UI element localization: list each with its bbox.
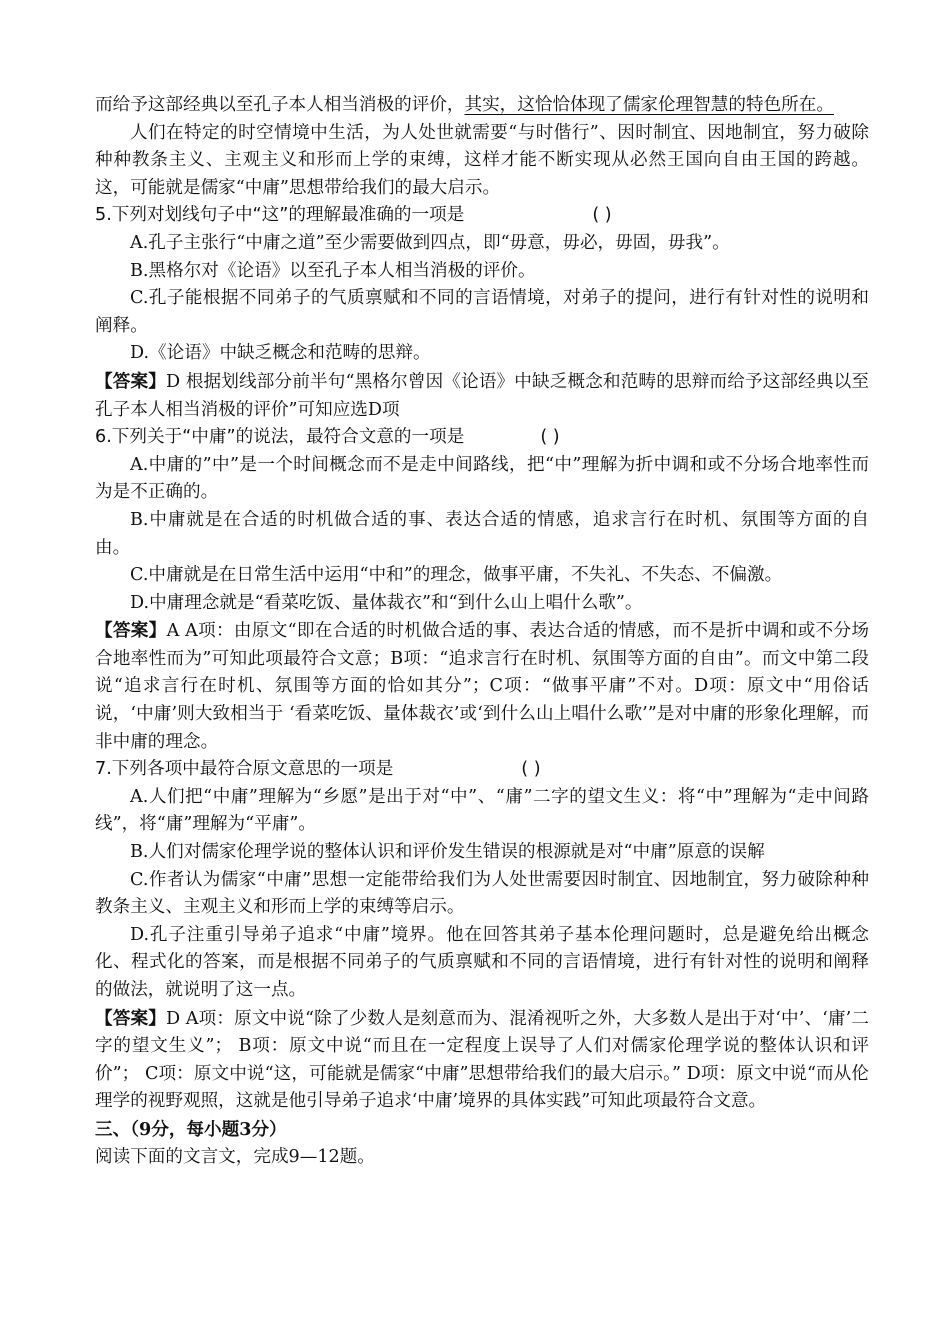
intro-paragraph-2: 人们在特定的时空情境中生活，为人处世就需要“与时偕行”、因时制宜、因地制宜，努力破除种种教条主义、主观主义和形而上学的束缚，这样才能不断实现从必然王国向自由王国的跨越。这，可能就是儒家“中庸”思想带给我们的最大启示。 bbox=[95, 122, 869, 198]
option-6b: B.中庸就是在合适的时机做合适的事、表达合适的情感，追求言行在时机、氛围等方面的自由。 bbox=[95, 509, 869, 558]
answer-text: A A项：由原文“即在合适的时机做合适的事、表达合适的情感，而不是折中调和或不分场合地率性而为”可知此项最符合文意；B项：“追求言行在时机、氛围等方面的自由”。而文中第二段说“追求言行在时机、氛围等方面的恰如其分”；C项：“做事平庸”不对。D项：原文中“用俗话说，‘中庸’则大致相当于 ‘看菜吃饭、量体裁衣’或‘到什么山上唱什么歌’”是对中庸的形象化理解，而非中庸的理念。 bbox=[95, 621, 869, 752]
option-7c: C.作者认为儒家“中庸”思想一定能带给我们为人处世需要因时制宜、因地制宜，努力破除种种教条主义、主观主义和形而上学的束缚等启示。 bbox=[95, 869, 869, 918]
intro-text: 而给予这部经典以至孔子本人相当消极的评价， bbox=[95, 95, 465, 115]
answer-6 bbox=[95, 617, 869, 756]
underlined-sentence: 其实，这恰恰体现了儒家伦理智慧的特色所在。 bbox=[464, 95, 834, 115]
answer-label: 【答案】 bbox=[95, 620, 167, 642]
question-stem-text: 6.下列关于“中庸”的说法，最符合文意的一项是 bbox=[95, 427, 465, 448]
question-6-stem bbox=[95, 424, 869, 452]
answer-7 bbox=[95, 1005, 869, 1116]
question-5-stem bbox=[95, 202, 869, 230]
option-7d: D.孔子注重引导弟子追求“中庸”境界。他在回答其弟子基本伦理问题时，总是避免给出概念化、程式化的答案，而是根据不同弟子的气质禀赋和不同的言语情境，进行有针对性的说明和阐释的做法，就说明了这一点。 bbox=[95, 924, 869, 1000]
question-7-stem bbox=[95, 756, 869, 784]
section-3-heading: 三、（9分，每小题3分） bbox=[95, 1118, 287, 1140]
option-7a: A.人们把“中庸”理解为“乡愿”是出于对“中”、“庸”二字的望文生义：将“中”理解为“走中间路线”，将“庸”理解为“平庸”。 bbox=[95, 786, 869, 835]
answer-parentheses: ( ) bbox=[592, 205, 612, 226]
option-5c: C.孔子能根据不同弟子的气质禀赋和不同的言语情境，对弟子的提问，进行有针对性的说明和阐释。 bbox=[95, 288, 869, 336]
answer-parentheses: ( ) bbox=[521, 759, 541, 780]
option-6a: A.中庸的”中”是一个时间概念而不是走中间路线，把“中”理解为折中调和或不分场合地率性而为是不正确的。 bbox=[95, 454, 869, 503]
option-5d: D.《论语》中缺乏概念和范畴的思辩。 bbox=[130, 343, 431, 364]
answer-label: 【答案】 bbox=[95, 1007, 166, 1029]
intro-paragraph bbox=[95, 92, 869, 120]
option-6d: D.中庸理念就是“看菜吃饭、量体裁衣”和“到什么山上唱什么歌”。 bbox=[130, 592, 643, 613]
question-stem-text: 7.下列各项中最符合原文意思的一项是 bbox=[95, 759, 394, 780]
answer-label: 【答案】 bbox=[95, 370, 166, 392]
option-7b: B.人们对儒家伦理学说的整体认识和评价发生错误的根源就是对“中庸”原意的误解 bbox=[130, 842, 765, 863]
answer-text: D 根据划线部分前半句“黑格尔曾因《论语》中缺乏概念和范畴的思辩而给予这部经典以至孔子本人相当消极的评价”可知应选D项 bbox=[95, 371, 869, 420]
question-stem-text: 5.下列对划线句子中“这”的理解最准确的一项是 bbox=[95, 205, 465, 226]
answer-5 bbox=[95, 368, 869, 424]
section-3-instruction: 阅读下面的文言文，完成9—12题。 bbox=[95, 1146, 375, 1167]
answer-text: D A项：原文中说“除了少数人是刻意而为、混淆视听之外，大多数人是出于对‘中’、‘庸’二字的望文生义”； B项：原文中说“而且在一定程度上误导了人们对儒家伦理学说的整体认识和评价”； C项：原文中说“这，可能就是儒家“中庸”思想带给我们的最大启示。” D项：原文中说“而从伦理学的视野观照，这就是他引导弟子追求‘中庸’境界的具体实践”可知此项最符合文意。 bbox=[95, 1008, 869, 1112]
answer-parentheses: ( ) bbox=[540, 427, 560, 448]
document-page bbox=[95, 92, 869, 1171]
option-6c: C.中庸就是在日常生活中运用“中和”的理念，做事平庸，不失礼、不失态、不偏激。 bbox=[130, 565, 783, 586]
option-5b: B.黑格尔对《论语》以至孔子本人相当消极的评价。 bbox=[130, 260, 536, 281]
option-5a: A.孔子主张行“中庸之道”至少需要做到四点，即“毋意，毋必，毋固，毋我”。 bbox=[130, 232, 730, 253]
